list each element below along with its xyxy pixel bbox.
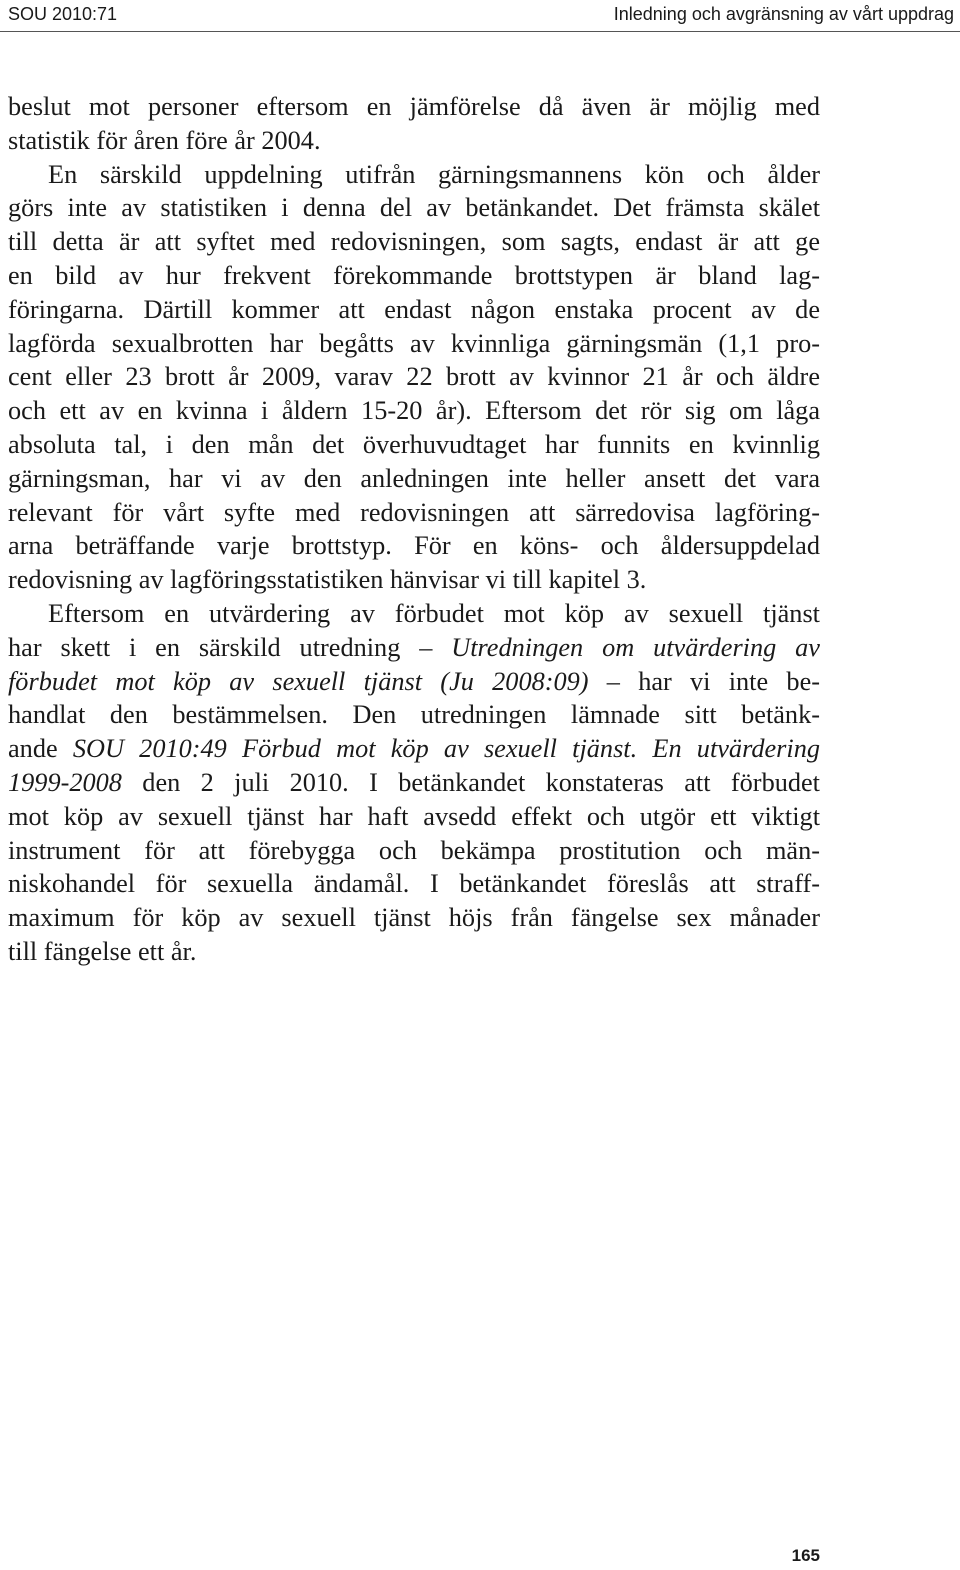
- page-number: 165: [791, 1546, 820, 1565]
- text-line: maximum för köp av sexuell tjänst höjs från fängelse sex månader: [8, 903, 820, 933]
- text-line: [8, 732, 820, 766]
- paragraph: [8, 90, 820, 158]
- text-line: gärningsman, har vi av den anledningen inte heller ansett det vara: [8, 463, 820, 493]
- text-line: [8, 631, 820, 665]
- italic-title: 1999-2008: [8, 767, 122, 797]
- text-line: handlat den bestämmelsen. Den utredningen lämnade sitt betänk-: [8, 700, 820, 730]
- text-line: redovisning av lagföringsstatistiken hänvisar vi till kapitel 3.: [8, 565, 647, 595]
- text-line: absoluta tal, i den mån det överhuvudtaget har funnits en kvinnlig: [8, 429, 820, 459]
- body-text: [8, 90, 820, 969]
- text-line: görs inte av statistiken i denna del av betänkandet. Det främsta skälet: [8, 193, 820, 223]
- text-line: och ett av en kvinna i åldern 15-20 år). Eftersom det rör sig om låga: [8, 396, 820, 426]
- chapter-title: Inledning och avgränsning av vårt uppdrag: [613, 4, 954, 24]
- text-segment: ande: [8, 734, 73, 764]
- text-line: [8, 766, 820, 800]
- text-line: statistik för åren före år 2004.: [8, 125, 321, 155]
- text-line: instrument för att förebygga och bekämpa prostitution och män-: [8, 835, 820, 865]
- text-line: [8, 665, 820, 699]
- text-line: Eftersom en utvärdering av förbudet mot köp av sexuell tjänst: [48, 598, 820, 628]
- text-line: beslut mot personer eftersom en jämförelse då även är möjlig med: [8, 92, 820, 121]
- text-line: arna beträffande varje brottstyp. För en köns- och åldersuppdelad: [8, 531, 820, 561]
- text-segment: – har vi inte be-: [588, 666, 820, 696]
- italic-title: Utredningen om utvärdering av: [451, 632, 820, 662]
- text-line: föringarna. Därtill kommer att endast någon enstaka procent av de: [8, 294, 820, 324]
- text-line: en bild av hur frekvent förekommande brottstypen är bland lag-: [8, 260, 820, 290]
- paragraph: [8, 158, 820, 597]
- text-line: cent eller 23 brott år 2009, varav 22 brott av kvinnor 21 år och äldre: [8, 362, 820, 392]
- text-line: niskohandel för sexuella ändamål. I betänkandet föreslås att straff-: [8, 869, 820, 899]
- running-header: [0, 0, 960, 32]
- text-line: relevant för vårt syfte med redovisningen att särredovisa lagföring-: [8, 497, 820, 527]
- paragraph: [8, 597, 820, 969]
- document-reference: SOU 2010:71: [8, 4, 118, 24]
- text-line: till detta är att syftet med redovisningen, som sagts, endast är att ge: [8, 227, 820, 257]
- italic-title: förbudet mot köp av sexuell tjänst (Ju 2008:09): [8, 666, 589, 696]
- text-segment: den 2 juli 2010. I betänkandet konstateras att förbudet: [121, 767, 820, 797]
- text-line: mot köp av sexuell tjänst har haft avsedd effekt och utgör ett viktigt: [8, 801, 820, 831]
- italic-title: SOU 2010:49 Förbud mot köp av sexuell tjänst. En utvärdering: [72, 734, 820, 764]
- text-line: till fängelse ett år.: [8, 936, 197, 966]
- text-line: En särskild uppdelning utifrån gärningsmannens kön och ålder: [48, 159, 820, 189]
- text-segment: har skett i en särskild utredning –: [8, 632, 452, 662]
- header-divider: [0, 31, 960, 32]
- text-line: lagförda sexualbrotten har begåtts av kvinnliga gärningsmän (1,1 pro-: [8, 328, 820, 358]
